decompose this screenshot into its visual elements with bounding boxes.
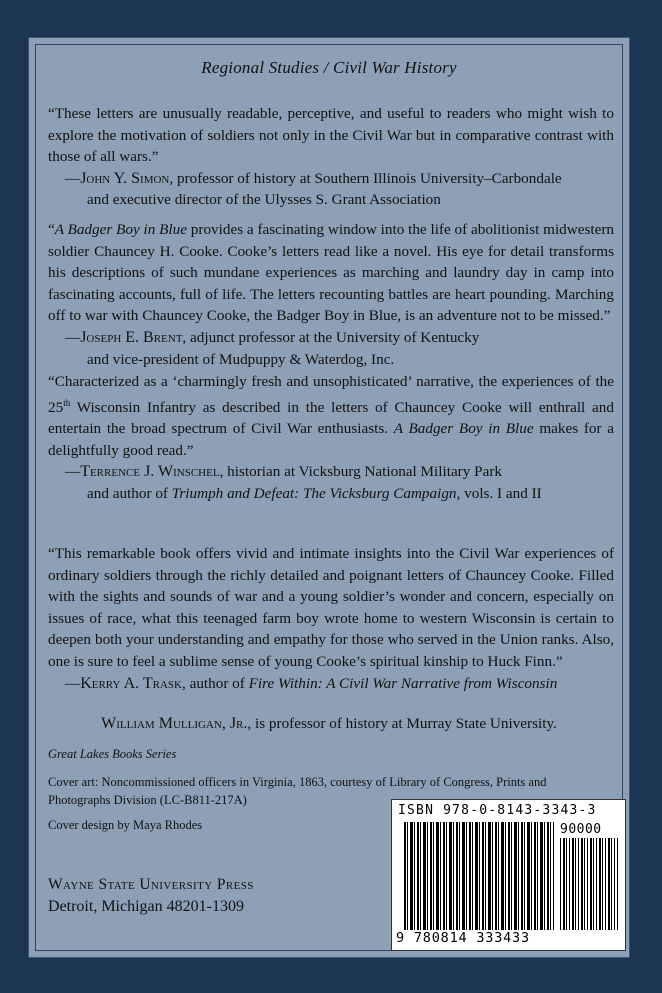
book-title: Fire Within: A Civil War Narrative from Wisconsin (248, 674, 558, 692)
blurb-trask (48, 543, 614, 694)
attr-line-2: and executive director of the Ulysses S. Grant Association (87, 191, 441, 209)
book-title: Triumph and Defeat: The Vicksburg Campaign, (171, 485, 461, 503)
blurb-winschel (48, 371, 614, 505)
blurb-author: Kerry A. Trask (80, 674, 182, 692)
blurb-author: Joseph E. Brent (80, 328, 183, 346)
ean-digits: 9 780814 333433 (396, 930, 530, 946)
author-name: William Mulligan, Jr. (101, 715, 248, 732)
ean-barcode-bars (404, 822, 554, 930)
series-name: Great Lakes Books Series (48, 747, 177, 761)
blurb-author: John Y. Simon (80, 169, 170, 187)
blurb-attribution: —Joseph E. Brent, adjunct professor at the University of Kentucky and vice-president of Mudpuppy & Waterdog, Inc. (48, 327, 614, 370)
publisher-name: Wayne State University Press (48, 876, 254, 893)
blurb-attribution: —John Y. Simon, professor of history at Southern Illinois University–Carbondale and executive director of the Ulysses S. Grant Association (48, 168, 614, 211)
price-code: 90000 (560, 822, 602, 837)
publisher-address: Detroit, Michigan 48201-1309 (48, 898, 244, 915)
blurb-text: “This remarkable book offers vivid and intimate insights into the Civil War experiences of ordinary soldiers through the richly detailed and poignant letters of Chauncey Cooke. Filled with the sights and sounds of war and a young soldier’s wonder and concern, especially on issues of race, what this teenaged farm boy wrote home to western Wisconsin is certain to deepen both your understanding and empathy for those who served in the Union ranks. Also, one is sure to feel a sublime sense of young Cooke’s spiritual kinship to Huck Finn.” (48, 545, 614, 670)
price-barcode-bars (560, 838, 618, 930)
attr-line-2: and vice-president of Mudpuppy & Waterdog, Inc. (87, 350, 395, 368)
blurb-attribution: —Kerry A. Trask, author of Fire Within: A Civil War Narrative from Wisconsin (65, 674, 558, 692)
publisher-block (48, 874, 254, 918)
blurb-attribution: —Terrence J. Winschel, historian at Vicksburg National Military Park and author of Triumph and Defeat: The Vicksburg Campaign, vols. I and II (65, 463, 542, 503)
book-title: A Badger Boy in Blue (54, 221, 187, 238)
blurb-author: Terrence J. Winschel (80, 463, 220, 481)
book-title: A Badger Boy in Blue (393, 420, 534, 438)
cover-design-credit: Cover design by Maya Rhodes (48, 818, 203, 832)
category-heading: Regional Studies / Civil War History (201, 58, 457, 77)
cover-art-credit: Cover art: Noncommissioned officers in Virginia, 1863, courtesy of Library of Congress, Prints and Photographs Division (LC-B811-217A) (48, 775, 547, 807)
blurb-simon (48, 103, 614, 211)
isbn-barcode (391, 799, 626, 951)
attr-line: , professor of history at Southern Illinois University–Carbondale (169, 169, 562, 187)
blurb-text: “A Badger Boy in Blue provides a fascinating window into the life of abolitionist midwestern soldier Chauncey H. Cooke. Cooke’s letters read like a novel. His eye for detail transforms his descriptions of such mundane experiences as marching and laundry day in camp into fascinating accounts, full of life. The letters recounting battles are heart pounding. Marching off to war with Chauncey Cooke, the Badger Boy in Blue, is an adventure not to be missed.” (48, 221, 615, 325)
author-bio: William Mulligan, Jr., is professor of history at Murray State University. (101, 715, 557, 732)
blurb-text: “Characterized as a ‘charmingly fresh and unsophisticated’ narrative, the experiences of the 25th Wisconsin Infantry as described in the letters of Chauncey Cooke will enthrall and entertain the broad spectrum of Civil War enthusiasts. A Badger Boy in Blue makes for a delightfully good read.” (48, 373, 615, 459)
isbn-label: ISBN 978-0-8143-3343-3 (398, 803, 597, 818)
blurb-brent (48, 219, 614, 370)
back-cover-panel (28, 37, 630, 958)
blurb-text: “These letters are unusually readable, perceptive, and useful to readers who might wish to explore the motivation of soldiers not only in the Civil War but in comparative contrast with those of all wars.” (48, 105, 614, 166)
